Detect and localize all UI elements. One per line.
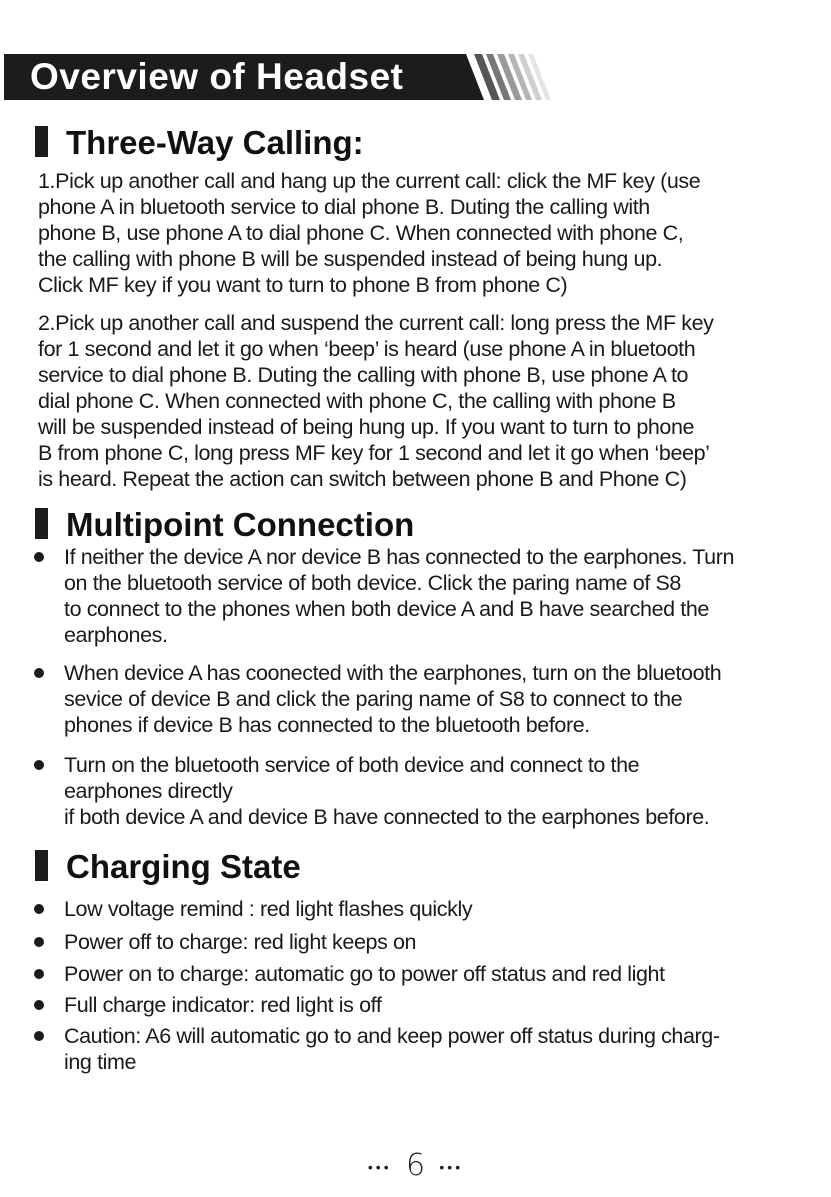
heading-text: Three-Way Calling: <box>66 124 364 161</box>
heading-multipoint-connection <box>35 506 414 544</box>
bullet-icon <box>34 668 44 678</box>
heading-marker <box>35 126 48 157</box>
text-line: 2.Pick up another call and suspend the current call: long press the MF key <box>38 311 714 335</box>
list-item-charging-5 <box>34 1023 824 1079</box>
text-line: service to dial phone B. Duting the calling with phone B, use phone A to <box>38 363 689 387</box>
text-line: on the bluetooth service of both device. Click the paring name of S8 <box>64 571 681 595</box>
bullet-icon <box>34 969 44 979</box>
bullet-icon <box>34 904 44 914</box>
bullet-icon <box>34 1031 44 1041</box>
heading-charging-state <box>35 848 301 886</box>
text-line: to connect to the phones when both device A and B have searched the <box>64 597 709 621</box>
text-line: Click MF key if you want to turn to phone B from phone C) <box>38 273 568 297</box>
paragraph-three-way-2 <box>38 310 808 492</box>
text-line: the calling with phone B will be suspended instead of being hung up. <box>38 247 663 271</box>
text-line: earphones directly <box>64 779 233 803</box>
paragraph-three-way-1 <box>38 168 808 298</box>
bullet-icon <box>34 760 44 770</box>
footer-dots-left: ••• <box>367 1159 392 1176</box>
text-line: will be suspended instead of being hung up. If you want to turn to phone <box>38 415 695 439</box>
list-item-multipoint-2 <box>34 660 824 744</box>
page-footer <box>0 1148 831 1185</box>
text-line: phone A in bluetooth service to dial phone B. Duting the calling with <box>38 195 650 219</box>
list-item-charging-1 <box>34 896 824 924</box>
heading-marker <box>35 508 48 539</box>
list-item-charging-2 <box>34 929 824 957</box>
text-line: Power on to charge: automatic go to power off status and red light <box>64 962 665 986</box>
text-line: sevice of device B and click the paring name of S8 to connect to the <box>64 687 683 711</box>
page-number: 6 <box>405 1148 426 1183</box>
text-line: phone B, use phone A to dial phone C. When connected with phone C, <box>38 221 684 245</box>
text-line: if both device A and device B have connected to the earphones before. <box>64 805 710 829</box>
list-item-charging-4 <box>34 992 824 1020</box>
section-banner <box>4 54 560 100</box>
text-line: ing time <box>64 1050 137 1074</box>
footer-dots-right: ••• <box>439 1159 464 1176</box>
text-line: B from phone C, long press MF key for 1 second and let it go when ‘beep’ <box>38 441 710 465</box>
text-line: earphones. <box>64 623 168 647</box>
list-item-multipoint-3 <box>34 752 824 836</box>
text-line: is heard. Repeat the action can switch between phone B and Phone C) <box>38 467 687 491</box>
text-line: dial phone C. When connected with phone C, the calling with phone B <box>38 389 676 413</box>
banner-stripes-decoration <box>474 54 564 100</box>
text-line: phones if device B has connected to the bluetooth before. <box>64 713 590 737</box>
text-line: for 1 second and let it go when ‘beep’ is heard (use phone A in bluetooth <box>38 337 696 361</box>
text-line: Caution: A6 will automatic go to and keep power off status during charg- <box>64 1024 720 1048</box>
text-line: When device A has coonected with the earphones, turn on the bluetooth <box>64 661 722 685</box>
bullet-icon <box>34 1000 44 1010</box>
heading-marker <box>35 850 48 881</box>
list-item-multipoint-1 <box>34 544 824 654</box>
heading-three-way-calling <box>35 124 364 162</box>
text-line: If neither the device A nor device B has connected to the earphones. Turn <box>64 545 735 569</box>
heading-text: Charging State <box>66 848 301 885</box>
bullet-icon <box>34 552 44 562</box>
page-title: Overview of Headset <box>30 56 404 97</box>
heading-text: Multipoint Connection <box>66 506 415 543</box>
text-line: Full charge indicator: red light is off <box>64 993 382 1017</box>
text-line: Turn on the bluetooth service of both device and connect to the <box>64 753 640 777</box>
list-item-charging-3 <box>34 961 824 989</box>
text-line: Power off to charge: red light keeps on <box>64 930 417 954</box>
bullet-icon <box>34 937 44 947</box>
text-line: 1.Pick up another call and hang up the current call: click the MF key (use <box>38 169 701 193</box>
text-line: Low voltage remind : red light flashes quickly <box>64 897 473 921</box>
